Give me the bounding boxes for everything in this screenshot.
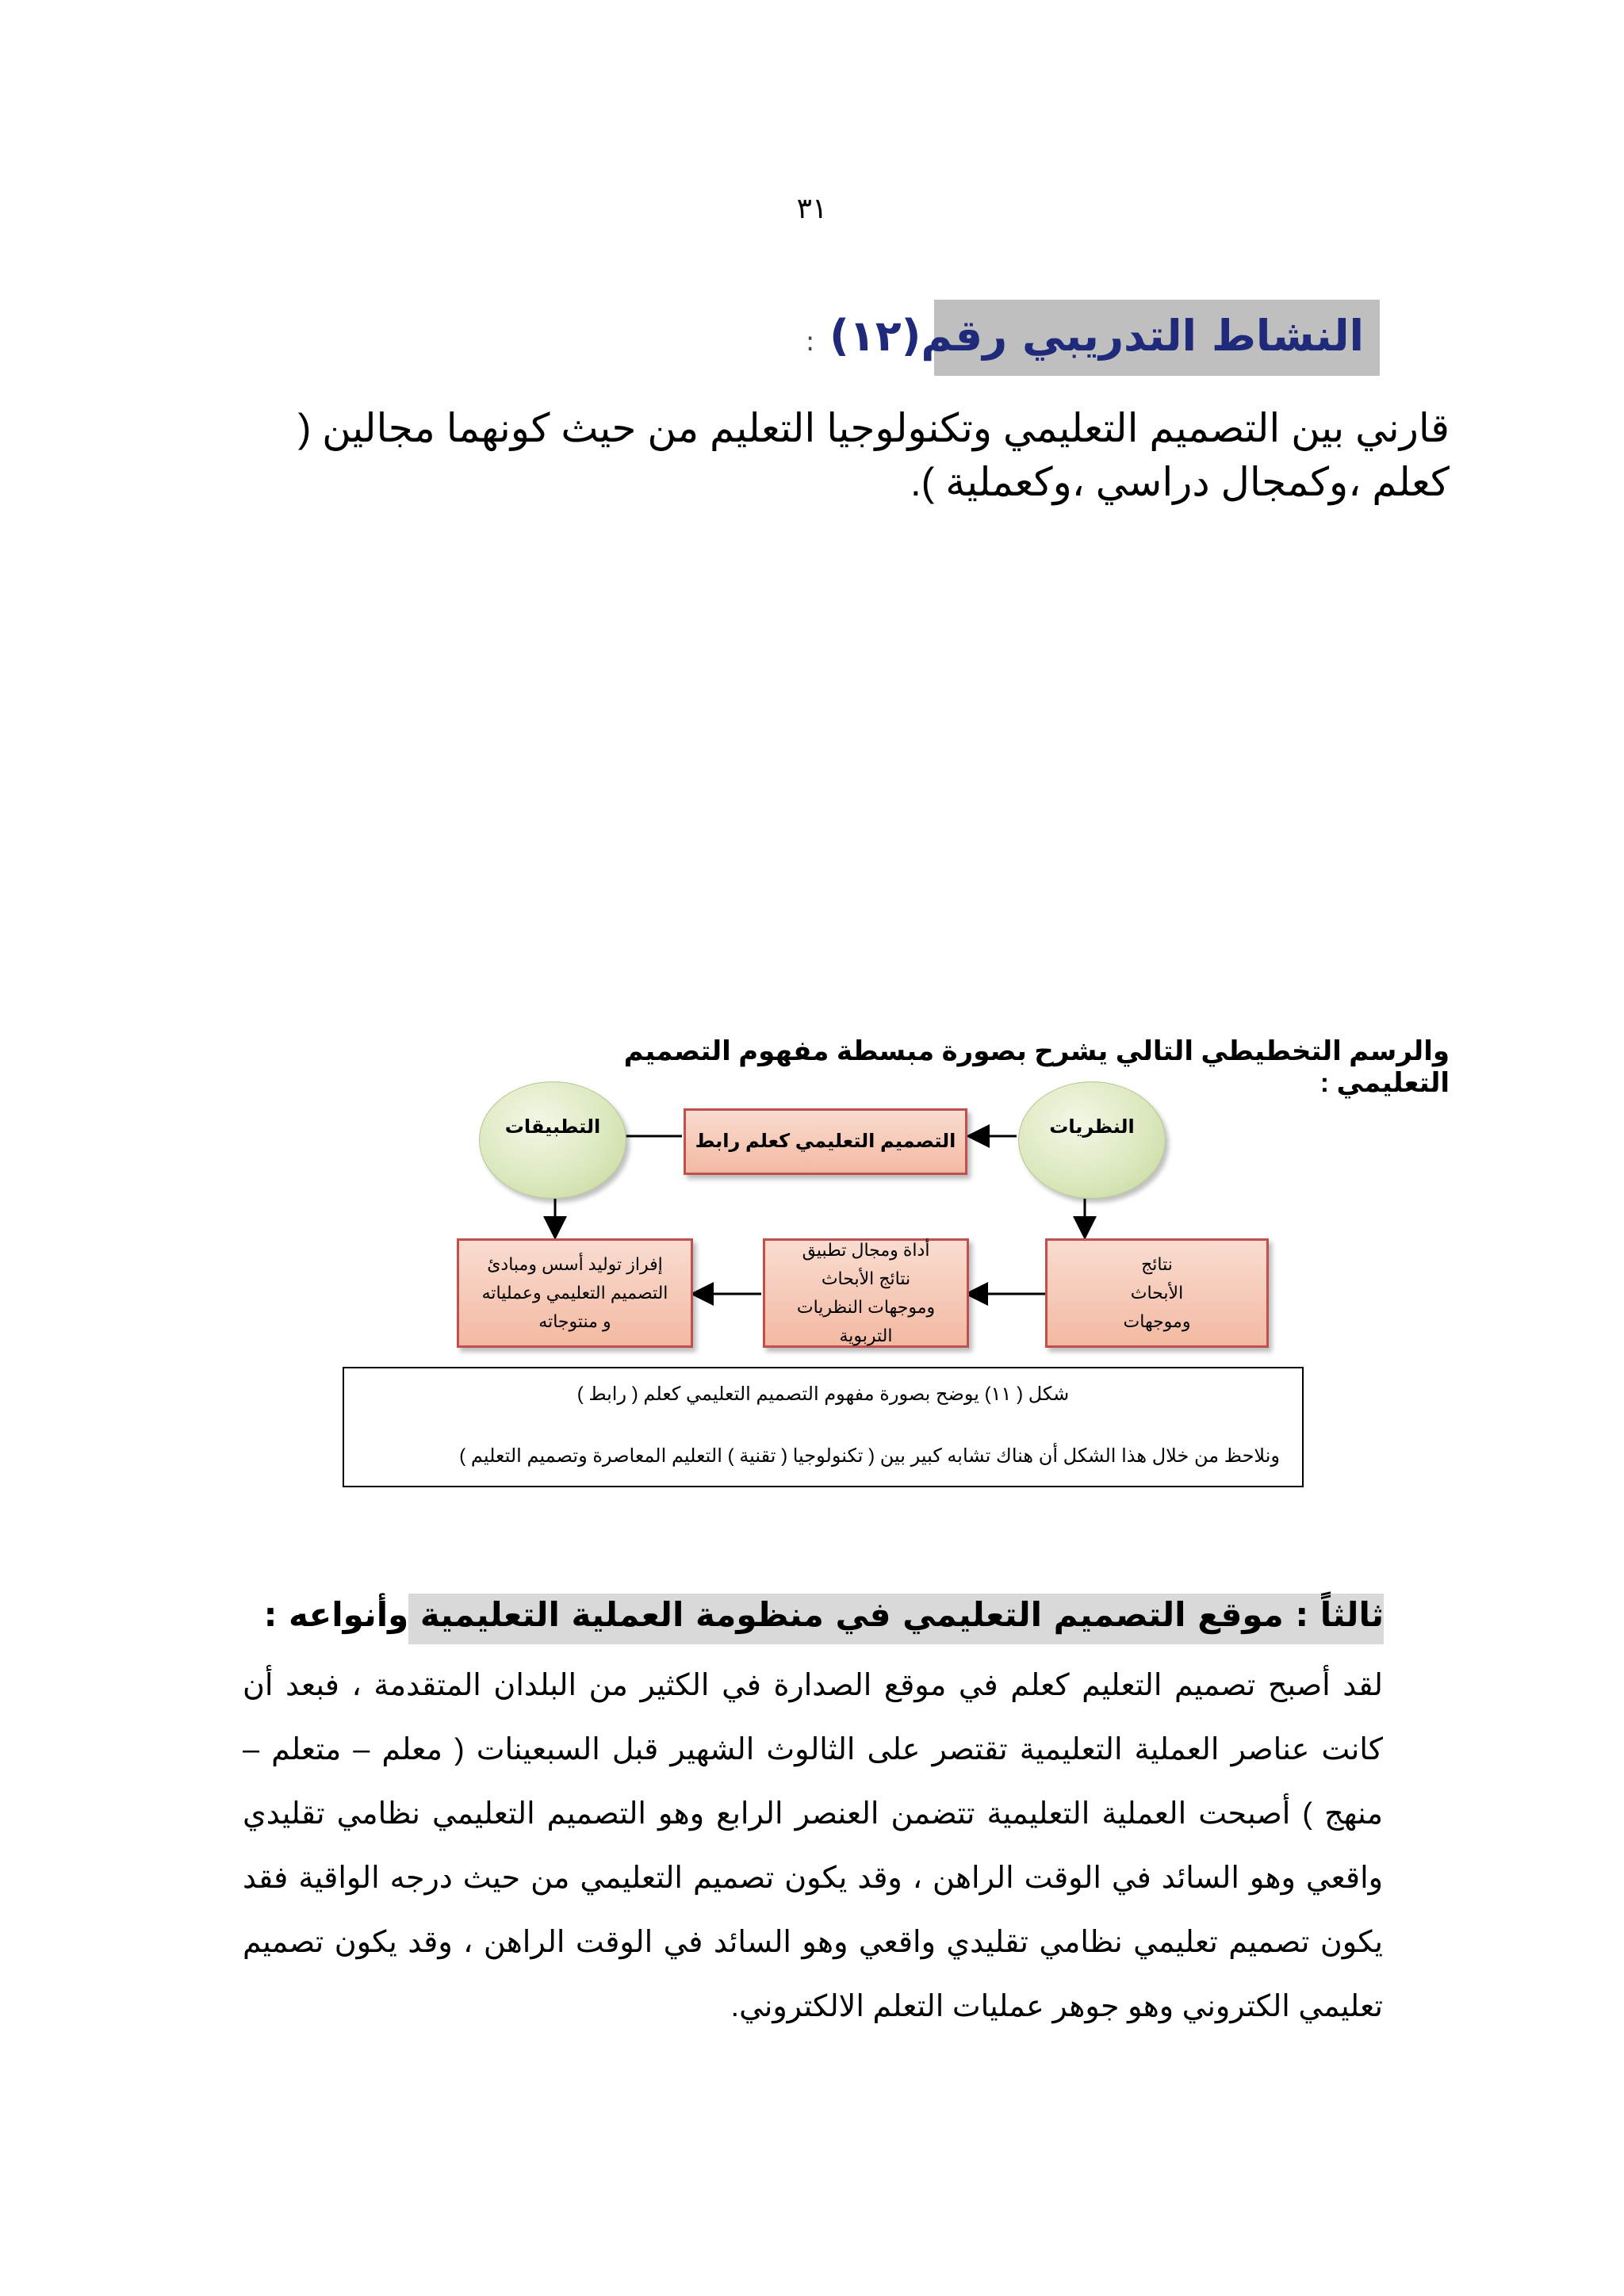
theories-label: النظريات: [1049, 1116, 1135, 1138]
section-body: لقد أصبح تصميم التعليم كعلم في موقع الصدارة في الكثير من البلدان المتقدمة ، فبعد أن كانت عناصر العملية التعليمية تقتصر على الثالوث الشهير قبل السبعينات ( معلم – متعلم – منهج ) أصبحت العملية التعليمية تتضمن العنصر الرابع وهو التصميم التعليمي نظامي تقليدي واقعي وهو السائد في الوقت الراهن ، وقد يكون تصميم التعليمي من حيث درجه الواقية فقد يكون تصميم تعليمي نظامي تقليدي واقعي وهو السائد في الوقت الراهن ، وقد يكون تصميم تعليمي الكتروني وهو جوهر عمليات التعلم الالكتروني.: [243, 1669, 1383, 2023]
tool-box: [763, 1238, 969, 1348]
figure-caption: [343, 1367, 1304, 1487]
activity-question: قارني بين التصميم التعليمي وتكنولوجيا التعليم من حيث كونهما مجالين ( كعلم ،وكمجال دراسي ،وكعملية ).: [297, 406, 1450, 504]
page-number: ٣١: [796, 193, 828, 224]
applications-ellipse: [479, 1081, 626, 1199]
tool-box-label: أداة ومجال تطبيق نتائج الأبحاث وموجهات النظريات التربوية: [796, 1240, 936, 1345]
link-box-label: التصميم التعليمي كعلم رابط: [695, 1131, 956, 1152]
activity-title-text: النشاط التدريبي رقم(١٢): [829, 311, 1364, 361]
link-box: [684, 1108, 967, 1175]
output-box-label: إفراز توليد أسس ومبادئ التصميم التعليمي وعملياته و منتوجاته: [481, 1254, 668, 1331]
caption-line-1: شكل ( ١١) يوضح بصورة مفهوم التصميم التعليمي كعلم ( رابط ): [576, 1383, 1070, 1405]
diagram-intro: والرسم التخطيطي التالي يشرح بصورة مبسطة مفهوم التصميم التعليمي :: [623, 1036, 1450, 1098]
section-heading: ثالثاً : موقع التصميم التعليمي في منظومة العملية التعليمية وأنواعه :: [408, 1594, 1384, 1644]
caption-line-2: ونلاحظ من خلال هذا الشكل أن هناك تشابه كبير بين ( تكنولوجيا ( تقنية ) التعليم المعاصرة وتصميم التعليم ): [459, 1445, 1280, 1467]
theories-ellipse: [1018, 1081, 1166, 1199]
applications-label: التطبيقات: [504, 1116, 601, 1138]
activity-title-colon: :: [805, 326, 815, 358]
results-box: [1045, 1238, 1269, 1348]
output-box: [457, 1238, 693, 1348]
results-box-label: نتائج الأبحاث وموجهات: [1123, 1254, 1191, 1331]
